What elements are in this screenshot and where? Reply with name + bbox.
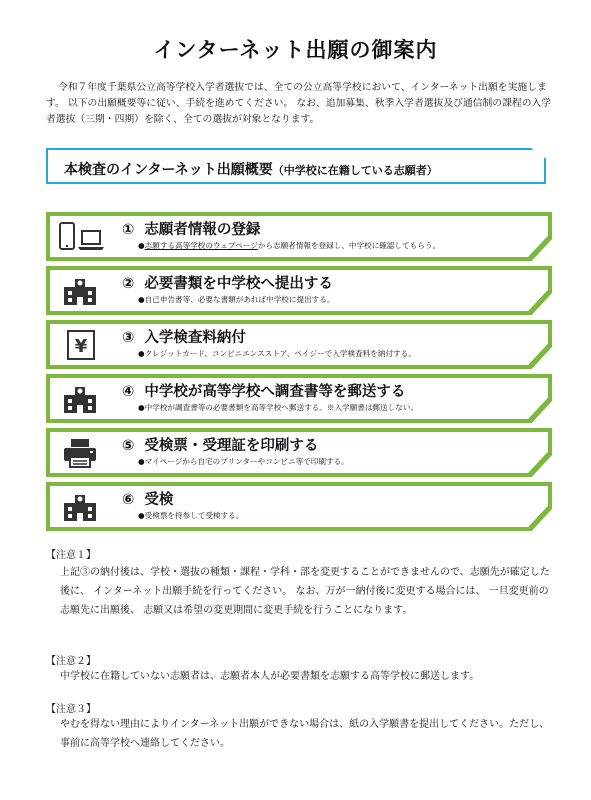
step-1-title: ① 志願者情報の登録 — [122, 222, 261, 238]
step-2 — [46, 266, 552, 315]
step-6-desc: ●受検票を持参して受検する。 — [138, 511, 244, 520]
intro-paragraph: 令和７年度千葉県公立高等学校入学者選抜では、全ての公立高等学校において、インターネット出願を実施します。 以下の出願概要等に従い、手続を進めてください。 なお、追加募集、秋季入学者選抜及び通信制の課程の入学者選抜（三期・四期）を除く、全ての選抜が対象となります。 — [46, 82, 552, 125]
overview-label: 本検査のインターネット出願概要 — [64, 162, 273, 178]
school-building-icon — [60, 275, 100, 307]
step-5-desc: ●マイページから自宅のプリンターやコンビニ等で印刷する。 — [138, 457, 349, 466]
note-2-heading: 【注意２】 — [46, 656, 96, 667]
tablet-laptop-icon — [54, 221, 110, 253]
step-3-desc: ●クレジットカード、コンビニエンスストア、ペイジーで入学検査料を納付する。 — [138, 349, 416, 358]
step-4-desc: ●中学校が調査書等の必要書類を高等学校へ郵送する。※入学願書は郵送しない。 — [138, 403, 418, 412]
note-1-heading: 【注意１】 — [46, 550, 96, 561]
note-2-body: 中学校に在籍していない志願者は、志願者本人が必要書類を志願する高等学校に郵送します。 — [60, 671, 480, 682]
note-3-body: やむを得ない理由によりインターネット出願ができない場合は、紙の入学願書を提出してください。ただし、事前に高等学校へ連絡してください。 — [60, 719, 550, 749]
school-webpage-link[interactable]: 志願する高等学校のウェブページ — [144, 241, 258, 250]
school-building-icon — [60, 491, 100, 523]
step-1 — [46, 212, 552, 261]
yen-icon — [60, 329, 100, 361]
step-3 — [46, 320, 552, 369]
step-4 — [46, 374, 552, 423]
step-2-desc: ●自己申告書等、必要な書類があれば中学校に提出する。 — [138, 295, 335, 304]
page-title: インターネット出願の御案内 — [153, 38, 438, 62]
step-6-title: ⑥ 受検 — [122, 492, 174, 508]
printer-icon — [60, 437, 100, 469]
step-4-title: ④ 中学校が高等学校へ調査書等を郵送する — [122, 384, 406, 400]
svg-text:¥: ¥ — [74, 336, 88, 357]
step-3-title: ③ 入学検査料納付 — [122, 330, 246, 346]
note-3-heading: 【注意３】 — [46, 704, 96, 715]
step-1-desc: ●志願する高等学校のウェブページから志願者情報を登録し、中学校に確認してもらう。 — [138, 241, 441, 250]
school-building-icon — [60, 383, 100, 415]
step-6 — [46, 482, 552, 531]
step-5 — [46, 428, 552, 477]
step-2-title: ② 必要書類を中学校へ提出する — [122, 276, 333, 292]
overview-heading — [64, 159, 438, 179]
note-1-body: 上記③の納付後は、学校・選抜の種類・課程・学科・部を変更することができませんので、志願先が確定した後に、 インターネット出願手続を行ってください。 なお、万が一納付後に変更する場合には、 一旦変更前の志願先に出願後、 志願又は希望の変更期間に変更手続を行うことになります。 — [60, 567, 550, 616]
step-5-title: ⑤ 受検票・受理証を印刷する — [122, 438, 319, 454]
overview-sub: （中学校に在籍している志願者） — [272, 164, 438, 177]
